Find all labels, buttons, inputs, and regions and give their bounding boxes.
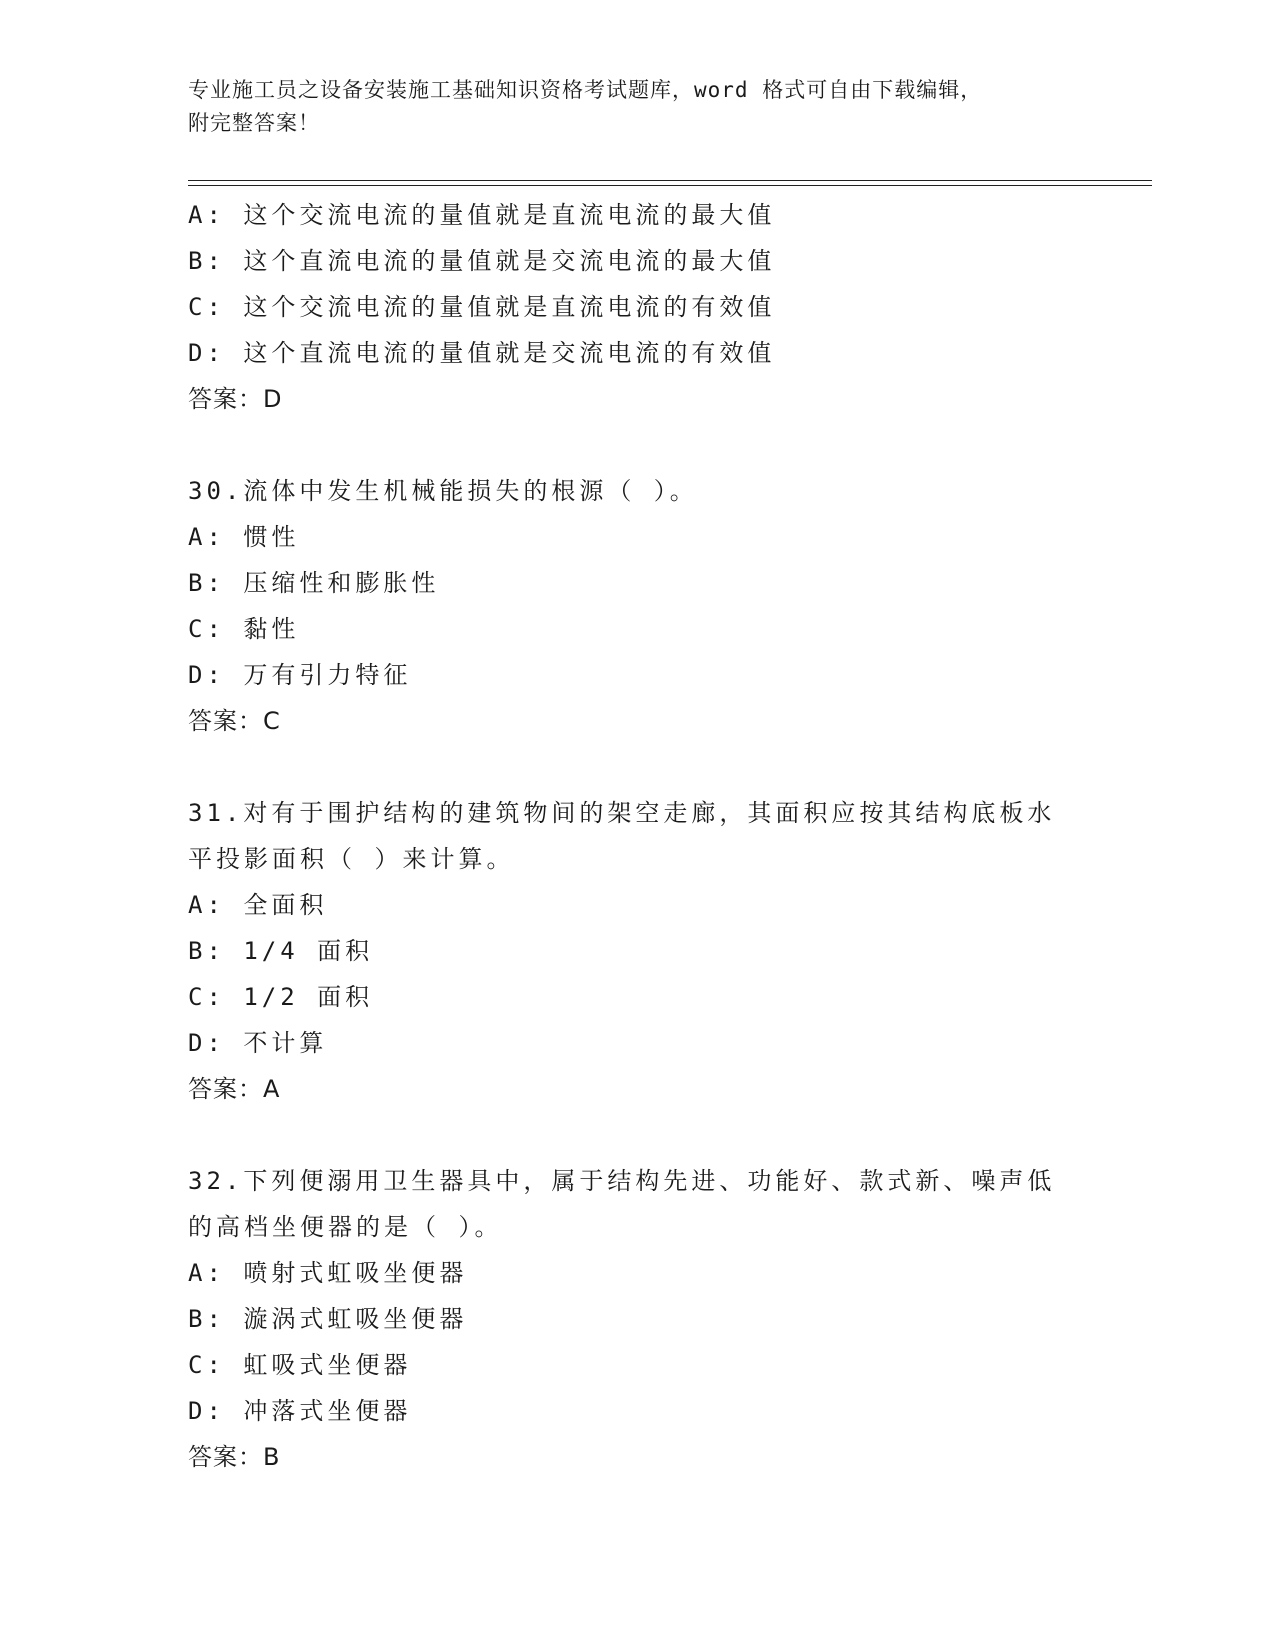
question-30 — [188, 468, 1088, 744]
question-stem-line-1: 31.对有于围护结构的建筑物间的架空走廊，其面积应按其结构底板水 — [188, 799, 1056, 827]
option-a: A: 这个交流电流的量值就是直流电流的最大值 — [188, 201, 776, 229]
question-stem-line-1: 32.下列便溺用卫生器具中，属于结构先进、功能好、款式新、噪声低 — [188, 1167, 1056, 1195]
header-line-1: 专业施工员之设备安装施工基础知识资格考试题库，word 格式可自由下载编辑， — [188, 78, 983, 102]
option-b: B: 压缩性和膨胀性 — [188, 569, 440, 597]
document-header — [188, 74, 1088, 140]
spacer — [188, 744, 1088, 790]
option-b: B: 漩涡式虹吸坐便器 — [188, 1305, 468, 1333]
question-list — [188, 192, 1088, 1480]
option-d: D: 不计算 — [188, 1029, 328, 1057]
spacer — [188, 1112, 1088, 1158]
header-double-rule — [188, 180, 1152, 186]
question-stem-line-2: 的高档坐便器的是（ ）。 — [188, 1213, 503, 1241]
question-29 — [188, 192, 1088, 422]
option-c: C: 黏性 — [188, 615, 300, 643]
option-b: B: 这个直流电流的量值就是交流电流的最大值 — [188, 247, 776, 275]
option-d: D: 万有引力特征 — [188, 661, 412, 689]
option-c: C: 虹吸式坐便器 — [188, 1351, 412, 1379]
question-31 — [188, 790, 1088, 1112]
option-b: B: 1/4 面积 — [188, 937, 374, 965]
option-c: C: 1/2 面积 — [188, 983, 374, 1011]
question-stem: 30.流体中发生机械能损失的根源（ ）。 — [188, 477, 698, 505]
option-d: D: 这个直流电流的量值就是交流电流的有效值 — [188, 339, 776, 367]
answer-line: 答案：D — [188, 385, 283, 413]
option-a: A: 惯性 — [188, 523, 300, 551]
option-d: D: 冲落式坐便器 — [188, 1397, 412, 1425]
option-a: A: 喷射式虹吸坐便器 — [188, 1259, 468, 1287]
question-32 — [188, 1158, 1088, 1480]
answer-line: 答案：B — [188, 1443, 281, 1471]
answer-line: 答案：A — [188, 1075, 281, 1103]
spacer — [188, 422, 1088, 468]
question-stem-line-2: 平投影面积（ ）来计算。 — [188, 845, 515, 873]
answer-line: 答案：C — [188, 707, 281, 735]
option-c: C: 这个交流电流的量值就是直流电流的有效值 — [188, 293, 776, 321]
option-a: A: 全面积 — [188, 891, 328, 919]
header-line-2: 附完整答案！ — [188, 111, 320, 135]
